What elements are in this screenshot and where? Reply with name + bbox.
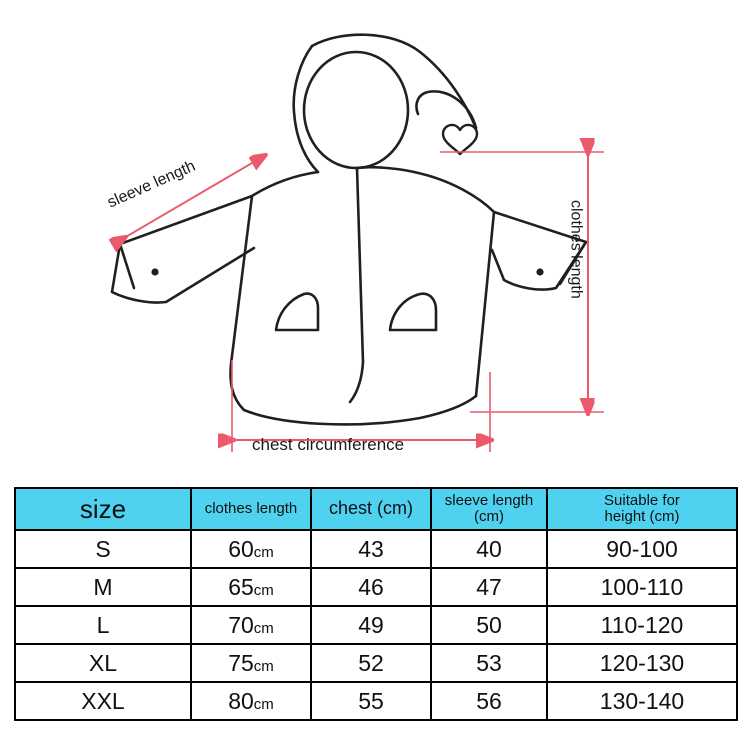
right-cuff-button <box>536 268 543 275</box>
right-pocket <box>390 294 436 330</box>
cell-chest: 49 <box>311 606 431 644</box>
cell-clothes-length <box>191 530 311 568</box>
hood-outline-left <box>294 46 318 172</box>
heart-icon <box>443 125 477 154</box>
cell-sleeve: 47 <box>431 568 547 606</box>
cell-height: 130-140 <box>547 682 737 720</box>
cell-height: 90-100 <box>547 530 737 568</box>
cell-clothes-length <box>191 568 311 606</box>
header-suitable-line2: height (cm) <box>604 508 680 525</box>
header-chest: chest (cm) <box>311 488 431 530</box>
header-sleeve-length <box>431 488 547 530</box>
table-row <box>15 530 737 568</box>
unit: cm <box>253 695 274 713</box>
cell-sleeve: 50 <box>431 606 547 644</box>
table-row <box>15 606 737 644</box>
table-row <box>15 644 737 682</box>
cell-chest: 55 <box>311 682 431 720</box>
cell-size: XXL <box>15 682 191 720</box>
cell-sleeve: 40 <box>431 530 547 568</box>
unit: cm <box>253 543 274 561</box>
center-front-line <box>357 168 363 362</box>
cell-sleeve: 53 <box>431 644 547 682</box>
clothes-length-label-line2: length <box>567 255 585 299</box>
body-hem <box>244 396 476 424</box>
cell-clothes-length <box>191 644 311 682</box>
hood-outline-top <box>312 35 476 128</box>
cell-chest: 46 <box>311 568 431 606</box>
header-sleeve-line1: sleeve length <box>444 491 534 509</box>
cell-height: 100-110 <box>547 568 737 606</box>
left-cuff-line <box>120 244 134 288</box>
hood-ear <box>416 91 476 128</box>
center-front-lower <box>350 362 363 402</box>
measurement-arrows <box>124 152 604 452</box>
cell-size: L <box>15 606 191 644</box>
body-left-side <box>231 172 319 410</box>
value: 75 <box>228 649 254 676</box>
collar-bottom <box>356 167 414 172</box>
header-size: size <box>15 488 191 530</box>
cell-size: S <box>15 530 191 568</box>
left-pocket <box>276 294 318 330</box>
header-suitable-line1: Suitable for <box>604 491 680 509</box>
table-row <box>15 568 737 606</box>
unit: cm <box>253 657 274 675</box>
value: 65 <box>228 573 254 600</box>
table-row <box>15 682 737 720</box>
cell-height: 120-130 <box>547 644 737 682</box>
cell-chest: 52 <box>311 644 431 682</box>
cell-chest: 43 <box>311 530 431 568</box>
unit: cm <box>253 581 274 599</box>
unit: cm <box>253 619 274 637</box>
table-header-row <box>15 488 737 530</box>
sleeve-length-label: sleeve length <box>105 157 199 212</box>
body-right-side <box>414 172 494 396</box>
header-suitable-height <box>547 488 737 530</box>
cell-size: XL <box>15 644 191 682</box>
chest-circumference-label: chest circumference <box>252 435 405 454</box>
value: 70 <box>228 611 254 638</box>
hood-inner-opening <box>304 52 408 168</box>
clothes-length-label-line1: clothes <box>567 200 585 251</box>
cell-sleeve: 56 <box>431 682 547 720</box>
value: 80 <box>228 687 254 714</box>
cell-size: M <box>15 568 191 606</box>
size-table <box>14 487 738 721</box>
header-sleeve-line2: (cm) <box>474 508 504 525</box>
left-cuff-button <box>151 268 158 275</box>
clothes-length-label <box>566 200 584 299</box>
cell-clothes-length <box>191 682 311 720</box>
value: 60 <box>228 535 254 562</box>
header-clothes-length: clothes length <box>191 488 311 530</box>
cell-clothes-length <box>191 606 311 644</box>
cell-height: 110-120 <box>547 606 737 644</box>
